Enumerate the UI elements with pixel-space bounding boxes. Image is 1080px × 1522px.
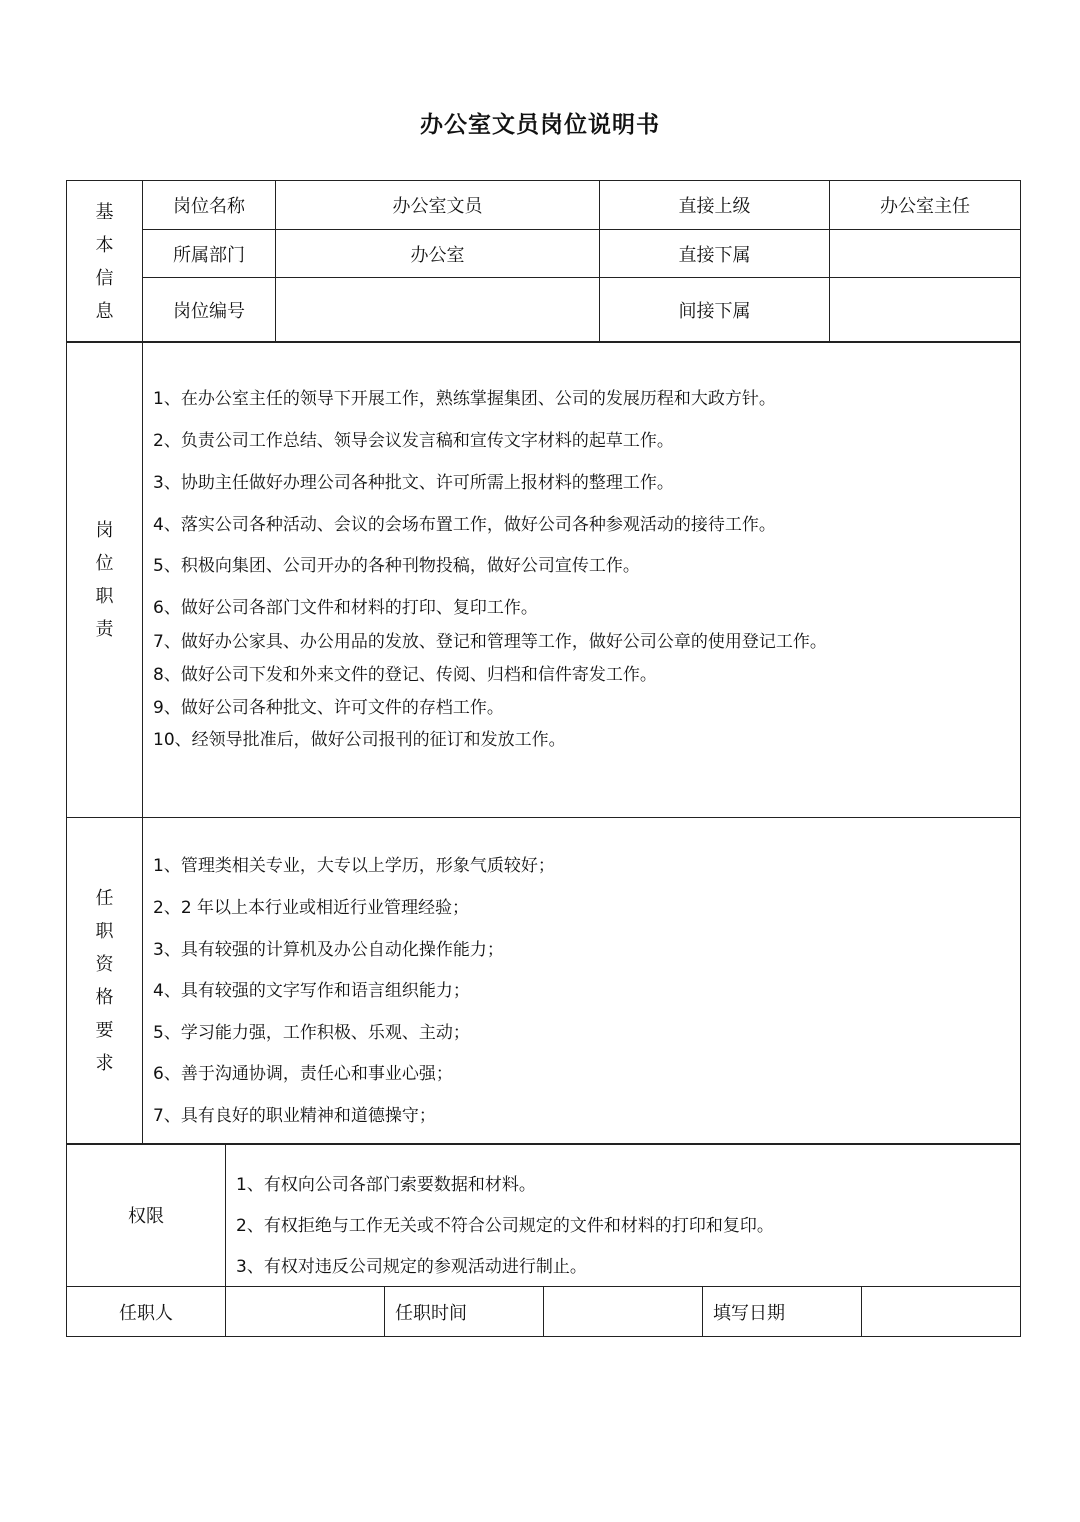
direct-subordinate-label: 直接下属 xyxy=(600,230,830,278)
list-item: 7、具有良好的职业精神和道德操守； xyxy=(153,1106,436,1126)
list-item: 2、有权拒绝与工作无关或不符合公司规定的文件和材料的打印和复印。 xyxy=(236,1216,774,1236)
list-item: 6、善于沟通协调，责任心和事业心强； xyxy=(153,1064,453,1084)
list-item: 10、经领导批准后，做好公司报刊的征订和发放工作。 xyxy=(153,730,566,750)
basic-info-label: 基 本 信 息 xyxy=(67,181,143,343)
list-item: 4、落实公司各种活动、会议的会场布置工作，做好公司各种参观活动的接待工作。 xyxy=(153,515,776,535)
list-item: 2、负责公司工作总结、领导会议发言稿和宣传文字材料的起草工作。 xyxy=(153,431,674,451)
position-name-label: 岗位名称 xyxy=(143,181,276,230)
department-value[interactable]: 办公室 xyxy=(276,230,600,278)
list-item: 1、在办公室主任的领导下开展工作，熟练掌握集团、公司的发展历程和大政方针。 xyxy=(153,389,776,409)
fill-date-label: 填写日期 xyxy=(703,1287,862,1337)
position-name-value[interactable]: 办公室文员 xyxy=(276,181,600,230)
list-item: 3、协助主任做好办理公司各种批文、许可所需上报材料的整理工作。 xyxy=(153,473,674,493)
list-item: 9、做好公司各种批文、许可文件的存档工作。 xyxy=(153,698,504,718)
direct-superior-label: 直接上级 xyxy=(600,181,830,230)
page-title: 办公室文员岗位说明书 xyxy=(420,112,660,138)
list-item: 6、做好公司各部门文件和材料的打印、复印工作。 xyxy=(153,598,538,618)
indirect-subordinate-value[interactable] xyxy=(830,278,1021,343)
qualifications-list xyxy=(143,818,1021,1145)
duties-qualifications-section xyxy=(66,341,1020,1145)
position-number-label: 岗位编号 xyxy=(143,278,276,343)
appointment-date-value[interactable] xyxy=(544,1287,703,1337)
direct-subordinate-value[interactable] xyxy=(830,230,1021,278)
direct-superior-value[interactable]: 办公室主任 xyxy=(830,181,1021,230)
authority-signoff-section xyxy=(66,1143,1020,1337)
appointment-date-label: 任职时间 xyxy=(385,1287,544,1337)
qualifications-label: 任 职 资 格 要 求 xyxy=(67,818,143,1145)
position-number-value[interactable] xyxy=(276,278,600,343)
department-label: 所属部门 xyxy=(143,230,276,278)
duties-list xyxy=(143,342,1021,818)
list-item: 3、有权对违反公司规定的参观活动进行制止。 xyxy=(236,1257,587,1277)
fill-date-value[interactable] xyxy=(862,1287,1021,1337)
list-item: 5、学习能力强，工作积极、乐观、主动； xyxy=(153,1023,470,1043)
list-item: 4、具有较强的文字写作和语言组织能力； xyxy=(153,981,470,1001)
duties-label: 岗 位 职 责 xyxy=(67,342,143,818)
indirect-subordinate-label: 间接下属 xyxy=(600,278,830,343)
authority-label: 权限 xyxy=(67,1144,226,1287)
list-item: 1、管理类相关专业，大专以上学历，形象气质较好； xyxy=(153,856,555,876)
basic-info-section xyxy=(66,180,1020,343)
list-item: 1、有权向公司各部门索要数据和材料。 xyxy=(236,1175,536,1195)
list-item: 8、做好公司下发和外来文件的登记、传阅、归档和信件寄发工作。 xyxy=(153,665,657,685)
holder-label: 任职人 xyxy=(67,1287,226,1337)
holder-value[interactable] xyxy=(226,1287,385,1337)
list-item: 5、积极向集团、公司开办的各种刊物投稿，做好公司宣传工作。 xyxy=(153,556,640,576)
authority-list xyxy=(226,1144,1021,1287)
list-item: 3、具有较强的计算机及办公自动化操作能力； xyxy=(153,940,504,960)
list-item: 7、做好办公家具、办公用品的发放、登记和管理等工作，做好公司公章的使用登记工作。 xyxy=(153,632,827,652)
list-item: 2、2 年以上本行业或相近行业管理经验； xyxy=(153,898,470,918)
